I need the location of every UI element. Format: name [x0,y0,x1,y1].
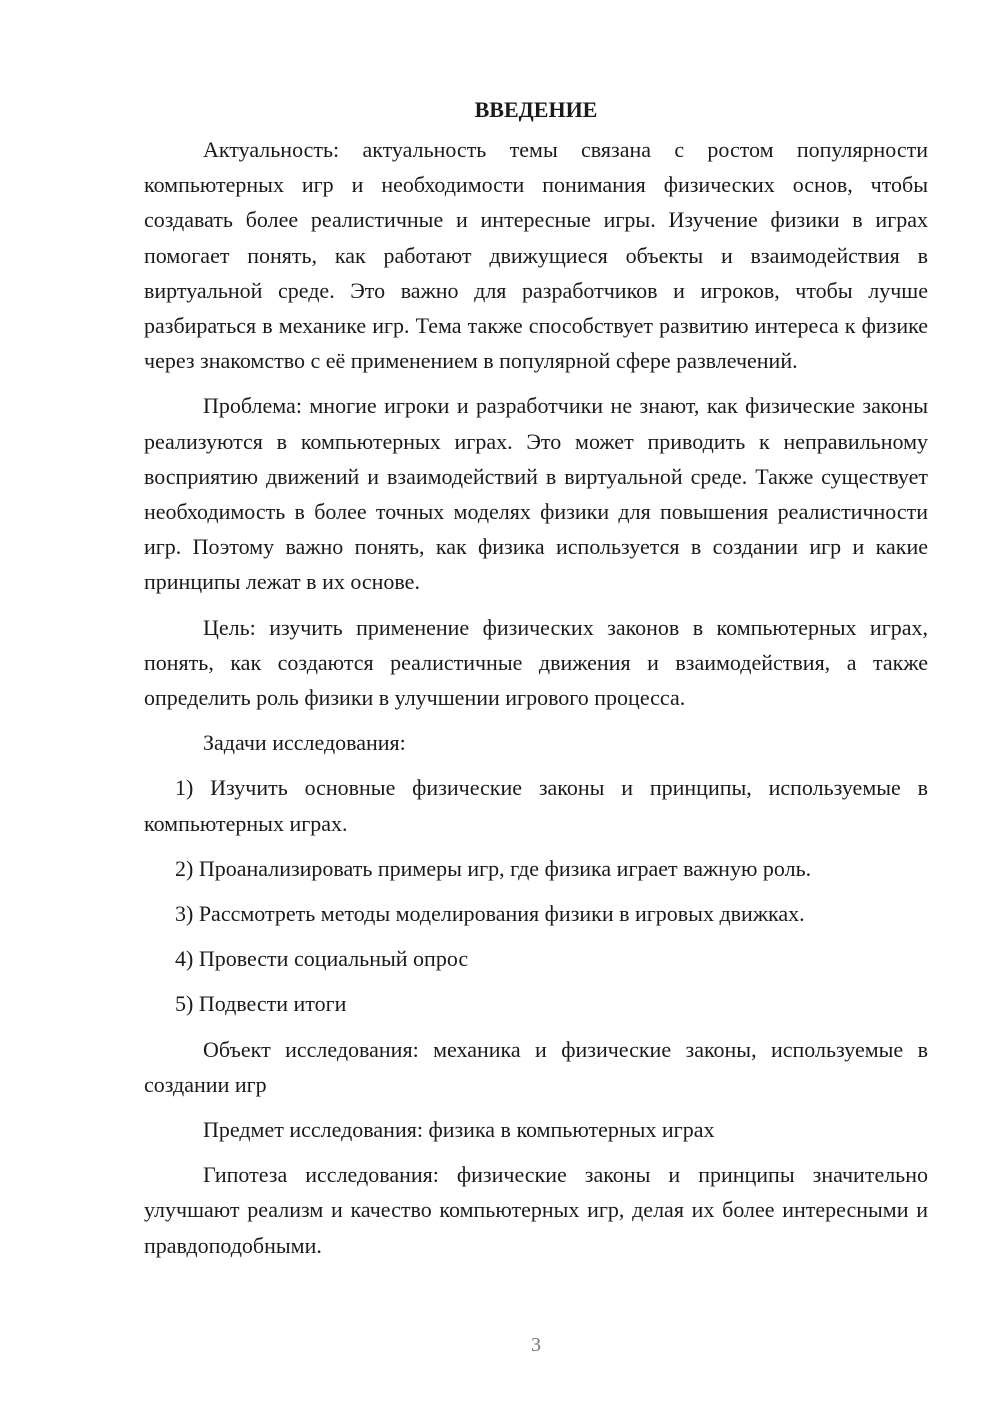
task-item-5: 5) Подвести итоги [175,991,347,1017]
task-item-2: 2) Проанализировать примеры игр, где физика играет важную роль. [175,855,812,881]
paragraph-object: Объект исследования: механика и физические законы, используемые в создании игр [144,1036,928,1097]
document-page [144,92,928,1273]
task-item-4: 4) Провести социальный опрос [175,946,469,972]
task-item-1: 1) Изучить основные физические законы и принципы, используемые в компьютерных играх. [144,775,928,836]
paragraph-problem: Проблема: многие игроки и разработчики не знают, как физические законы реализуются в компьютерных играх. Это может приводить к неправильному восприятию движений и взаимодействий в виртуальной среде. Также существует необходимость в более точных моделях физики для повышения реалистичности игр. Поэтому важно понять, как физика используется в создании игр и какие принципы лежат в их основе. [144,393,928,595]
page-title: ВВЕДЕНИЕ [474,97,598,122]
paragraph-subject: Предмет исследования: физика в компьютерных играх [203,1117,715,1143]
paragraph-relevance: Актуальность: актуальность темы связана с ростом популярности компьютерных игр и необходимости понимания физических основ, чтобы создавать более реалистичные и интересные игры. Изучение физики в играх помогает понять, как работают движущиеся объекты и взаимодействия в виртуальной среде. Это важно для разработчиков и игроков, чтобы лучше разбираться в механике игр. Тема также способствует развитию интереса к физике через знакомство с её применением в популярной сфере развлечений. [144,137,928,374]
page-number: 3 [531,1334,541,1356]
task-item-3: 3) Рассмотреть методы моделирования физики в игровых движках. [175,901,805,927]
paragraph-goal: Цель: изучить применение физических законов в компьютерных играх, понять, как создаются реалистичные движения и взаимодействия, а также определить роль физики в улучшении игрового процесса. [144,614,928,711]
paragraph-hypothesis: Гипотеза исследования: физические законы и принципы значительно улучшают реализм и качество компьютерных игр, делая их более интересными и правдоподобными. [144,1162,928,1258]
tasks-heading: Задачи исследования: [203,730,406,756]
